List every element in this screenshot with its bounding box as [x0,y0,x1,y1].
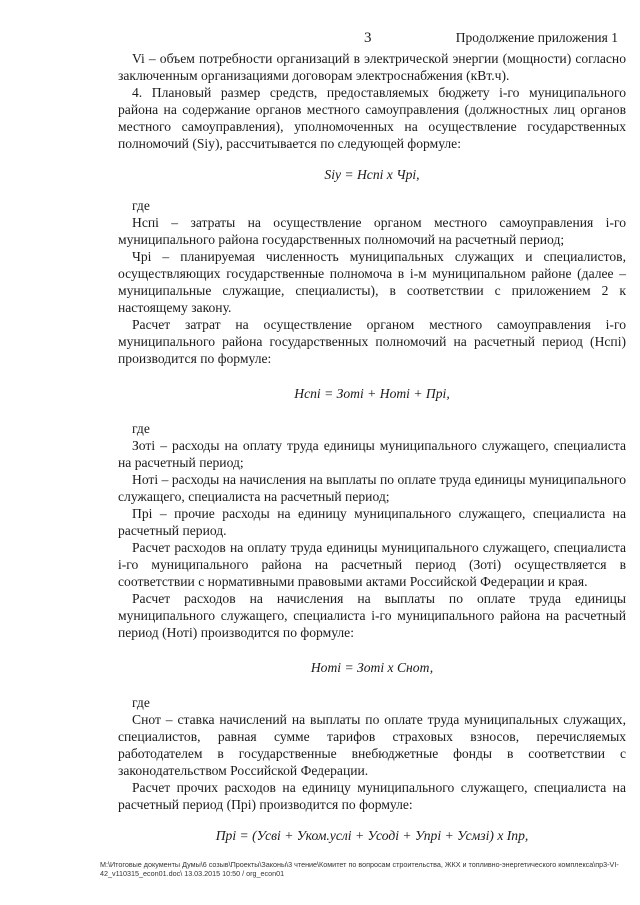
paragraph: Расчет расходов на оплату труда единицы муниципального служащего, специалиста i-го муниципального района на расчетный период (Зотi) осуществляется в соответствии с нормативными правовыми актами Российской Федерации и края. [118,540,626,589]
paragraph: Снот – ставка начислений на выплаты по оплате труда муниципальных служащих, специалистов, равная сумме тарифов страховых взносов, перечисляемых работодателем в государственные внебюджетные фонды в соответствии с законодательством Российской Федерации. [118,712,626,778]
formula: Прi = (Усвi + Уком.услi + Усодi + Упрi + Усмзi) х Iпр, [215,828,529,843]
paragraph: Чрi – планируемая численность муниципальных служащих и специалистов, осуществляющих государственные полномоча в i-м муниципальном районе (далее – муниципальные служащие, специалисты), в соответствии с приложением 2 к настоящему закону. [118,249,626,315]
paragraph: Нотi – расходы на начисления на выплаты по оплате труда единицы муниципального служащего, специалиста на расчетный период; [118,472,626,504]
paragraph: Нспi – затраты на осуществление органом местного самоуправления i-го муниципального района государственных полномочий на расчетный период; [118,215,626,247]
file-path-footer: М:\Итоговые документы Думы\6 созыв\Проекты\Законы\3 чтение\Комитет по вопросам строительства, ЖКХ и топливно-энергетического комплекса\пр3-VI-42_v110315_econ01.doc\ 13.03.2015 10:50 / org_econ01 [100,860,619,878]
paragraph: Зотi – расходы на оплату труда единицы муниципального служащего, специалиста на расчетный период; [118,438,626,470]
paragraph: Vi – объем потребности организаций в электрической энергии (мощности) согласно заключенным организациями договорам электроснабжения (кВт.ч). [118,51,626,83]
where-label: где [132,421,150,436]
formula: Siy = Нспi х Чрi, [324,167,420,182]
paragraph: Расчет затрат на осуществление органом местного самоуправления i-го муниципального района государственных полномочий на расчетный период (Нспi) производится по формуле: [118,317,626,366]
paragraph: Расчет прочих расходов на единицу муниципального служащего, специалиста на расчетный период (Прi) производится по формуле: [118,780,626,812]
page-number: 3 [364,30,372,46]
document-body [118,50,626,844]
paragraph: Расчет расходов на начисления на выплаты по оплате труда единицы муниципального служащего, специалиста i-го муниципального района на расчетный период (Нотi) производится по формуле: [118,591,626,640]
formula: Нспi = Зотi + Нотi + Прi, [294,386,450,401]
where-label: где [132,695,150,710]
where-label: где [132,198,150,213]
paragraph: Прi – прочие расходы на единицу муниципального служащего, специалиста на расчетный период. [118,506,626,538]
paragraph: 4. Плановый размер средств, предоставляемых бюджету i-го муниципального района на содержание органов местного самоуправления (должностных лиц органов местного самоуправления), уполномоченных на осуществление государственных полномочий (Siy), рассчитывается по следующей формуле: [118,85,626,151]
appendix-header: Продолжение приложения 1 [455,30,618,45]
formula: Нотi = Зотi х Снот, [310,660,434,675]
